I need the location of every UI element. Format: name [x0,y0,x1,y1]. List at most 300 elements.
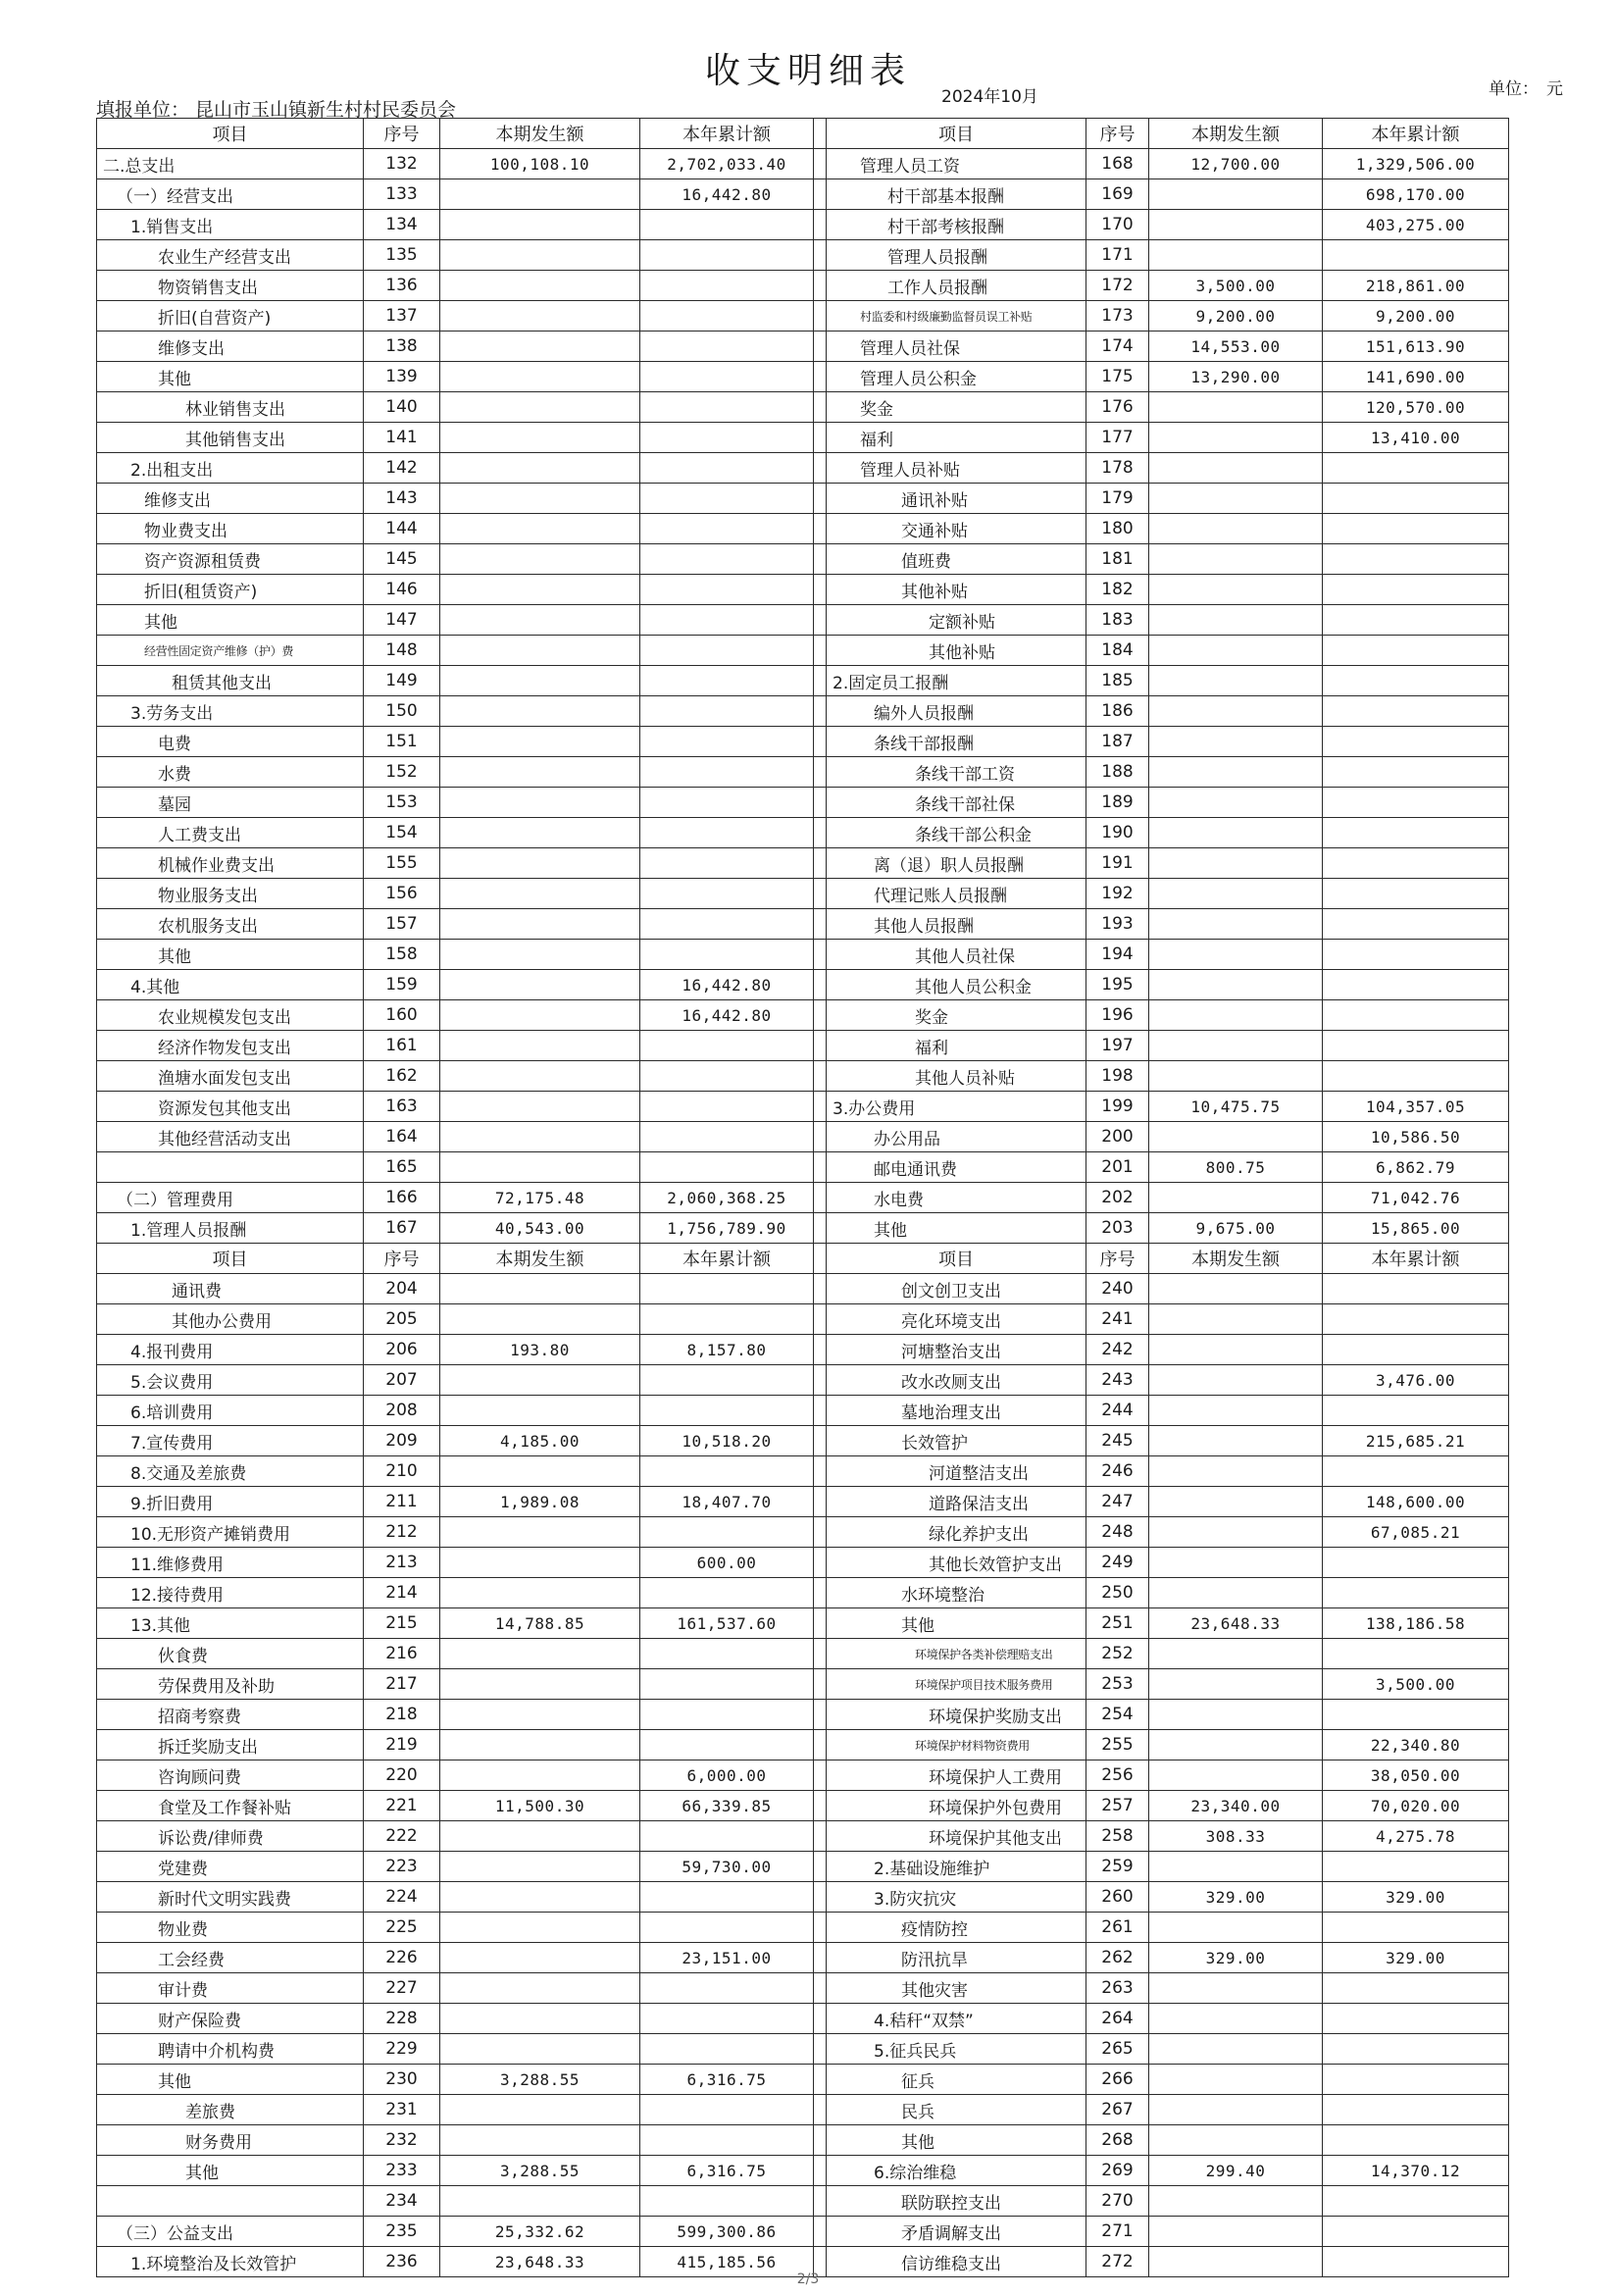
item-label: 工作人员报酬 [827,271,1086,301]
current-amount [440,1700,640,1730]
table-row [97,788,1509,818]
table-row [97,1031,1509,1061]
current-amount: 25,332.62 [440,2217,640,2247]
column-divider [814,392,827,423]
row-seq: 210 [364,1456,440,1487]
current-amount: 3,288.55 [440,2065,640,2095]
item-label: 其他 [97,362,364,392]
item-label: 林业销售支出 [97,392,364,423]
current-amount [1149,2095,1323,2125]
ytd-amount: 10,518.20 [640,1426,814,1456]
reporting-unit-name: 昆山市玉山镇新生村村民委员会 [195,99,457,121]
item-label: 3.劳务支出 [97,696,364,727]
current-amount [440,1456,640,1487]
item-label: 代理记账人员报酬 [827,879,1086,909]
row-seq: 230 [364,2065,440,2095]
current-amount [440,1122,640,1152]
ytd-amount [1323,848,1509,879]
column-divider [814,1913,827,1943]
ytd-amount [640,1092,814,1122]
item-label: 疫情防控 [827,1913,1086,1943]
ytd-amount: 3,476.00 [1323,1365,1509,1396]
item-label: 其他经营活动支出 [97,1122,364,1152]
ytd-amount [1323,1456,1509,1487]
item-label: 村干部考核报酬 [827,210,1086,240]
row-seq: 149 [364,666,440,696]
row-seq: 158 [364,940,440,970]
ytd-amount [640,1456,814,1487]
ytd-amount [640,1031,814,1061]
current-amount [1149,818,1323,848]
column-header-seq: 序号 [1086,1244,1149,1274]
current-amount [440,788,640,818]
row-seq: 180 [1086,514,1149,544]
row-seq: 202 [1086,1183,1149,1213]
table-row [97,1943,1509,1973]
current-amount [440,970,640,1000]
table-row [97,1730,1509,1760]
row-seq: 191 [1086,848,1149,879]
column-divider [814,1031,827,1061]
row-seq: 183 [1086,605,1149,636]
row-seq: 140 [364,392,440,423]
row-seq: 176 [1086,392,1149,423]
current-amount [440,696,640,727]
column-divider [814,636,827,666]
row-seq: 205 [364,1304,440,1335]
item-label: 环境保护奖励支出 [827,1700,1086,1730]
current-amount [1149,848,1323,879]
ytd-amount [640,1882,814,1913]
current-amount [1149,453,1323,484]
current-amount: 329.00 [1149,1882,1323,1913]
item-label: 其他人员报酬 [827,909,1086,940]
ytd-amount [640,818,814,848]
current-amount [1149,636,1323,666]
current-amount [1149,666,1323,696]
item-label: 通讯补贴 [827,484,1086,514]
row-seq: 137 [364,301,440,332]
row-seq: 263 [1086,1973,1149,2004]
column-divider [814,2065,827,2095]
ytd-amount: 38,050.00 [1323,1760,1509,1791]
current-amount [440,1152,640,1183]
row-seq: 233 [364,2156,440,2186]
current-amount: 800.75 [1149,1152,1323,1183]
ytd-amount [1323,1335,1509,1365]
ytd-amount [640,757,814,788]
item-label: 其他人员补贴 [827,1061,1086,1092]
current-amount [1149,1456,1323,1487]
current-amount [440,179,640,210]
item-label: 6.培训费用 [97,1396,364,1426]
column-divider [814,484,827,514]
current-amount: 193.80 [440,1335,640,1365]
row-seq: 223 [364,1852,440,1882]
current-amount [440,757,640,788]
column-divider [814,1426,827,1456]
item-label: 水费 [97,757,364,788]
column-divider [814,757,827,788]
ytd-amount: 59,730.00 [640,1852,814,1882]
row-seq: 242 [1086,1335,1149,1365]
ytd-amount [640,666,814,696]
column-divider [814,666,827,696]
item-label: 其他 [97,605,364,636]
ytd-amount [640,484,814,514]
item-label: 伙食费 [97,1639,364,1669]
current-amount [440,1913,640,1943]
item-label: 环境保护材料物资费用 [827,1730,1086,1760]
column-divider [814,1730,827,1760]
row-seq: 152 [364,757,440,788]
item-label: 长效管护 [827,1426,1086,1456]
item-label: 其他 [827,1213,1086,1244]
current-amount [440,2004,640,2034]
item-label: 联防联控支出 [827,2186,1086,2217]
table-row [97,1365,1509,1396]
ytd-amount: 3,500.00 [1323,1669,1509,1700]
column-divider [814,940,827,970]
report-period: 2024年10月 [941,87,1038,107]
item-label: 4.秸秆“双禁” [827,2004,1086,2034]
column-divider [814,179,827,210]
column-header-ytd: 本年累计额 [1323,1244,1509,1274]
ytd-amount [640,1517,814,1548]
row-seq: 198 [1086,1061,1149,1092]
column-divider [814,2217,827,2247]
current-amount [440,818,640,848]
item-label: 其他 [97,2156,364,2186]
item-label: 环境保护外包费用 [827,1791,1086,1821]
column-divider [814,332,827,362]
item-label: 渔塘水面发包支出 [97,1061,364,1092]
column-divider [814,1943,827,1973]
current-amount [440,301,640,332]
ytd-amount [640,514,814,544]
ytd-amount: 120,570.00 [1323,392,1509,423]
ytd-amount [640,1913,814,1943]
row-seq: 193 [1086,909,1149,940]
current-amount [440,1730,640,1760]
ytd-amount: 600.00 [640,1548,814,1578]
item-label: 8.交通及差旅费 [97,1456,364,1487]
row-seq: 271 [1086,2217,1149,2247]
expense-table-upper [96,118,1509,1244]
ytd-amount: 16,442.80 [640,970,814,1000]
row-seq: 240 [1086,1274,1149,1304]
current-amount [1149,970,1323,1000]
table-row [97,453,1509,484]
ytd-amount: 2,702,033.40 [640,149,814,179]
ytd-amount: 1,329,506.00 [1323,149,1509,179]
ytd-amount: 70,020.00 [1323,1791,1509,1821]
table-row [97,636,1509,666]
item-label: 1.环境整治及长效管护 [97,2247,364,2277]
row-seq: 173 [1086,301,1149,332]
item-label: 管理人员补贴 [827,453,1086,484]
row-seq: 155 [364,848,440,879]
row-seq: 251 [1086,1608,1149,1639]
current-amount: 12,700.00 [1149,149,1323,179]
current-amount [440,1304,640,1335]
column-divider [814,1548,827,1578]
ytd-amount [1323,2004,1509,2034]
table-row [97,2004,1509,2034]
current-amount [1149,1487,1323,1517]
row-seq: 204 [364,1274,440,1304]
current-amount: 308.33 [1149,1821,1323,1852]
ytd-amount [1323,788,1509,818]
item-label: 水电费 [827,1183,1086,1213]
table-row [97,1973,1509,2004]
row-seq: 219 [364,1730,440,1760]
row-seq: 259 [1086,1852,1149,1882]
column-divider [814,1791,827,1821]
column-header-item: 项目 [827,1244,1086,1274]
row-seq: 229 [364,2034,440,2065]
row-seq: 209 [364,1426,440,1456]
row-seq: 132 [364,149,440,179]
row-seq: 227 [364,1973,440,2004]
item-label: 定额补贴 [827,605,1086,636]
row-seq: 267 [1086,2095,1149,2125]
row-seq: 169 [1086,179,1149,210]
item-label: 离（退）职人员报酬 [827,848,1086,879]
table-header-row [97,1244,1509,1274]
item-label: 劳保费用及补助 [97,1669,364,1700]
row-seq: 266 [1086,2065,1149,2095]
item-label: 物资销售支出 [97,271,364,301]
row-seq: 212 [364,1517,440,1548]
column-divider [814,2095,827,2125]
item-label: 食堂及工作餐补贴 [97,1791,364,1821]
current-amount [440,1639,640,1669]
current-amount [440,1000,640,1031]
column-divider [814,909,827,940]
current-amount [440,514,640,544]
ytd-amount [640,605,814,636]
ytd-amount [1323,240,1509,271]
row-seq: 220 [364,1760,440,1791]
item-label: 农机服务支出 [97,909,364,940]
ytd-amount [640,1122,814,1152]
column-divider [814,210,827,240]
ytd-amount [1323,1913,1509,1943]
column-divider [814,1578,827,1608]
item-label: 其他办公费用 [97,1304,364,1335]
ytd-amount [1323,818,1509,848]
ytd-amount: 141,690.00 [1323,362,1509,392]
ytd-amount: 6,862.79 [1323,1152,1509,1183]
item-label: （三）公益支出 [97,2217,364,2247]
row-seq: 192 [1086,879,1149,909]
item-label: 信访维稳支出 [827,2247,1086,2277]
row-seq: 172 [1086,271,1149,301]
column-divider [814,119,827,149]
current-amount [1149,240,1323,271]
column-divider [814,301,827,332]
column-divider [814,1213,827,1244]
item-label: 电费 [97,727,364,757]
current-amount [1149,392,1323,423]
current-amount [1149,1973,1323,2004]
row-seq: 150 [364,696,440,727]
item-label: 其他长效管护支出 [827,1548,1086,1578]
row-seq: 181 [1086,544,1149,575]
column-divider [814,1183,827,1213]
row-seq: 200 [1086,1122,1149,1152]
ytd-amount [640,696,814,727]
row-seq: 234 [364,2186,440,2217]
item-label: 折旧(自营资产) [97,301,364,332]
column-divider [814,453,827,484]
current-amount [440,879,640,909]
current-amount [440,423,640,453]
row-seq: 179 [1086,484,1149,514]
current-amount [440,1031,640,1061]
ytd-amount: 698,170.00 [1323,179,1509,210]
current-amount: 9,675.00 [1149,1213,1323,1244]
current-amount [1149,1000,1323,1031]
column-divider [814,1639,827,1669]
column-header-seq: 序号 [364,1244,440,1274]
row-seq: 199 [1086,1092,1149,1122]
current-amount [1149,1578,1323,1608]
row-seq: 189 [1086,788,1149,818]
row-seq: 170 [1086,210,1149,240]
column-header-ytd: 本年累计额 [640,119,814,149]
ytd-amount [1323,514,1509,544]
ytd-amount [640,544,814,575]
ytd-amount [1323,1548,1509,1578]
column-divider [814,818,827,848]
column-divider [814,970,827,1000]
row-seq: 136 [364,271,440,301]
ytd-amount [1323,1700,1509,1730]
reporting-unit-label: 填报单位： [96,99,190,121]
table-row [97,1913,1509,1943]
current-amount [440,2034,640,2065]
current-amount [440,1274,640,1304]
row-seq: 213 [364,1548,440,1578]
ytd-amount: 6,000.00 [640,1760,814,1791]
current-amount [440,1548,640,1578]
table-row [97,2217,1509,2247]
ytd-amount [1323,2034,1509,2065]
current-amount: 14,788.85 [440,1608,640,1639]
item-label: 环境保护项目技术服务费用 [827,1669,1086,1700]
ytd-amount [640,2125,814,2156]
item-label: 办公用品 [827,1122,1086,1152]
ytd-amount [640,240,814,271]
column-divider [814,1304,827,1335]
ytd-amount [640,423,814,453]
row-seq: 165 [364,1152,440,1183]
column-divider [814,1882,827,1913]
column-divider [814,1700,827,1730]
ytd-amount: 66,339.85 [640,1791,814,1821]
ytd-amount [640,848,814,879]
table-row [97,392,1509,423]
ytd-amount: 4,275.78 [1323,1821,1509,1852]
row-seq: 217 [364,1669,440,1700]
table-row [97,879,1509,909]
current-amount: 10,475.75 [1149,1092,1323,1122]
table-row [97,1122,1509,1152]
item-label: 咨询顾问费 [97,1760,364,1791]
ytd-amount [640,1396,814,1426]
item-label: 值班费 [827,544,1086,575]
table-row [97,1092,1509,1122]
table-row [97,605,1509,636]
item-label: 其他 [827,2125,1086,2156]
ytd-amount [640,301,814,332]
current-amount [440,2095,640,2125]
row-seq: 228 [364,2004,440,2034]
ytd-amount: 10,586.50 [1323,1122,1509,1152]
row-seq: 232 [364,2125,440,2156]
current-amount [1149,1122,1323,1152]
ytd-amount: 148,600.00 [1323,1487,1509,1517]
ytd-amount [640,909,814,940]
item-label: 1.管理人员报酬 [97,1213,364,1244]
item-label: 人工费支出 [97,818,364,848]
row-seq: 214 [364,1578,440,1608]
ytd-amount [640,727,814,757]
current-amount [1149,1061,1323,1092]
item-label: 资源发包其他支出 [97,1092,364,1122]
ytd-amount: 6,316.75 [640,2156,814,2186]
table-row [97,2156,1509,2186]
item-label: 机械作业费支出 [97,848,364,879]
item-label: 其他灾害 [827,1973,1086,2004]
table-row [97,1882,1509,1913]
item-label: 奖金 [827,392,1086,423]
column-header-item: 项目 [97,119,364,149]
row-seq: 159 [364,970,440,1000]
column-divider [814,788,827,818]
table-row [97,423,1509,453]
item-label: （一）经营支出 [97,179,364,210]
item-label: 其他 [97,2065,364,2095]
ytd-amount [640,575,814,605]
page-title: 收支明细表 [704,51,911,91]
item-label: 审计费 [97,1973,364,2004]
current-amount [1149,423,1323,453]
item-label: 财产保险费 [97,2004,364,2034]
item-label: 条线干部报酬 [827,727,1086,757]
item-label: 改水改厕支出 [827,1365,1086,1396]
unit-label: 单位： [1489,79,1539,99]
current-amount: 1,989.08 [440,1487,640,1517]
table-row [97,1548,1509,1578]
current-amount [1149,909,1323,940]
row-seq: 143 [364,484,440,514]
current-amount [1149,2004,1323,2034]
table-row [97,1821,1509,1852]
item-label: 5.征兵民兵 [827,2034,1086,2065]
ytd-amount [1323,2217,1509,2247]
item-label: 差旅费 [97,2095,364,2125]
table-row [97,1426,1509,1456]
table-row [97,1487,1509,1517]
table-row [97,1213,1509,1244]
row-seq: 138 [364,332,440,362]
table-row [97,362,1509,392]
row-seq: 188 [1086,757,1149,788]
column-divider [814,2004,827,2034]
